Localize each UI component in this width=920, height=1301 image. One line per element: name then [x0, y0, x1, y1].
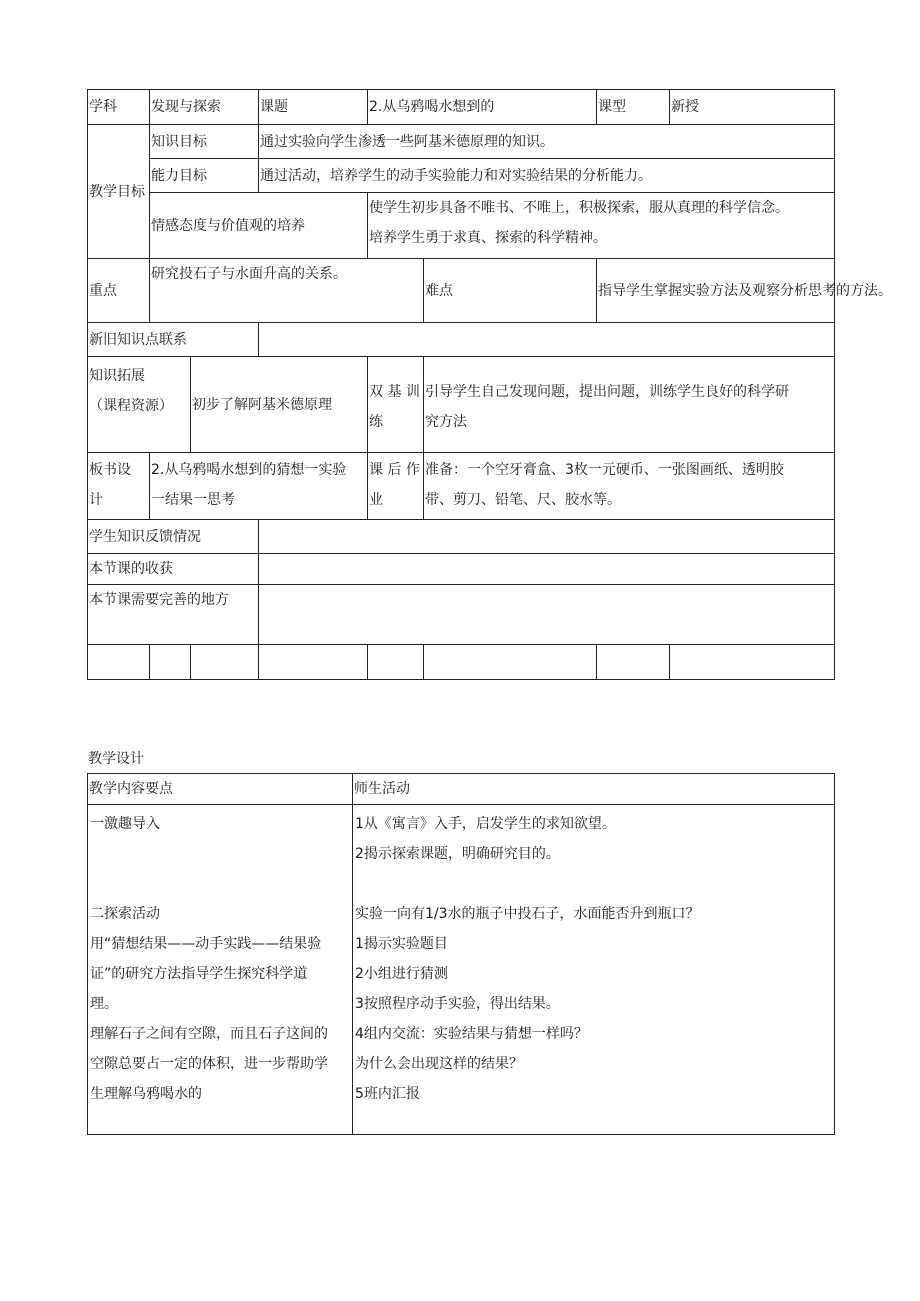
homework-line-1: 准备：一个空牙膏盒、3枚一元硬币、一张图画纸、透明胶: [425, 462, 784, 478]
content-column-header: 教学内容要点: [88, 774, 353, 805]
extension-label-line-1: 知识拓展: [89, 368, 145, 384]
method-line-1: 用“猜想结果——动手实践——结果验: [90, 936, 322, 952]
improve-label: 本节课需要完善的地方: [88, 585, 259, 645]
intro-section: 一激趣导入: [90, 816, 160, 832]
topic-label: 课题: [259, 90, 368, 125]
dual-label-line-1: 双 基 训: [369, 384, 420, 400]
activity-step: 1从《寓言》入手，启发学生的求知欲望。: [355, 816, 616, 832]
lesson-info-table: [87, 89, 893, 680]
board-design-value: [150, 453, 368, 520]
board-line-1: 2.从乌鸦喝水想到的猜想一实验: [151, 462, 347, 478]
understand-line-1: 理解石子之间有空隙，而且石子这间的: [90, 1026, 328, 1042]
goal-knowledge-label: 知识目标: [150, 125, 259, 159]
board-label-line-1: 板书设: [89, 462, 131, 478]
dual-line-1: 引导学生自己发现问题，提出问题，训练学生良好的科学研: [425, 384, 789, 400]
explore-section: 二探索活动: [90, 906, 160, 922]
subject-label: 学科: [88, 90, 150, 125]
harvest-label: 本节课的收获: [88, 554, 259, 585]
activity-column-header: 师生活动: [353, 774, 835, 805]
feedback-label: 学生知识反馈情况: [88, 520, 259, 554]
extension-label-line-2: （课程资源）: [89, 398, 173, 414]
blank-cell: [368, 645, 424, 680]
homework-label-line-2: 业: [369, 492, 383, 508]
board-label-line-2: 计: [89, 492, 103, 508]
method-line-2: 证”的研究方法指导学生探究科学道: [90, 966, 308, 982]
goals-label: 教学目标: [88, 125, 150, 259]
connection-label: 新旧知识点联系: [88, 323, 259, 357]
topic-value: 2.从乌鸦喝水想到的: [368, 90, 597, 125]
content-cell: [88, 805, 353, 1135]
extension-label: [88, 357, 191, 453]
experiment-step: 5班内汇报: [355, 1086, 420, 1102]
connection-value: [259, 323, 835, 357]
goal-ability-value: 通过活动，培养学生的动手实验能力和对实验结果的分析能力。: [259, 159, 835, 193]
type-value: 新授: [670, 90, 835, 125]
board-design-label: [88, 453, 150, 520]
homework-value: [424, 453, 835, 520]
understand-line-2: 空隙总要占一定的体积，进一步帮助学: [90, 1056, 328, 1072]
blank-cell: [191, 645, 259, 680]
blank-cell: [88, 645, 150, 680]
feedback-value: [259, 520, 835, 554]
experiment-step: 4组内交流：实验结果与猜想一样吗？: [355, 1026, 588, 1042]
method-line-3: 理。: [90, 996, 118, 1012]
teaching-design-table: [87, 773, 835, 1135]
improve-value: [259, 585, 835, 645]
experiment-title: 实验一向有1/3水的瓶子中投石子，水面能否升到瓶口？: [355, 906, 700, 922]
harvest-value: [259, 554, 835, 585]
blank-cell: [150, 645, 191, 680]
activity-cell: [353, 805, 835, 1135]
goal-knowledge-value: 通过实验向学生渗透一些阿基米德原理的知识。: [259, 125, 835, 159]
understand-line-3: 生理解乌鸦喝水的: [90, 1086, 202, 1102]
key-point-label: 重点: [88, 259, 150, 323]
activity-step: 2揭示探索课题，明确研究目的。: [355, 846, 560, 862]
goal-emotion-label: 情感态度与价值观的培养: [150, 193, 368, 259]
extension-value: 初步了解阿基米德原理: [191, 357, 368, 453]
blank-cell: [670, 645, 835, 680]
dual-training-value: [424, 357, 835, 453]
experiment-step: 为什么会出现这样的结果？: [355, 1056, 523, 1072]
goal-emotion-line-1: 使学生初步具备不唯书、不唯上，积极探索，服从真理的科学信念。: [369, 200, 789, 216]
homework-label-line-1: 课 后 作: [369, 462, 420, 478]
board-line-2: 一结果一思考: [151, 492, 235, 508]
difficulty-value: 指导学生掌握实验方法及观察分析思考的方法。: [597, 259, 835, 323]
experiment-step: 3按照程序动手实验，得出结果。: [355, 996, 560, 1012]
dual-label-line-2: 练: [369, 414, 383, 430]
goal-ability-label: 能力目标: [150, 159, 259, 193]
difficulty-label: 难点: [424, 259, 597, 323]
blank-cell: [424, 645, 597, 680]
design-title: 教学设计: [88, 751, 144, 767]
goal-emotion-value: [368, 193, 835, 259]
experiment-step: 1揭示实验题目: [355, 936, 448, 952]
dual-training-label: [368, 357, 424, 453]
subject-value: 发现与探索: [150, 90, 259, 125]
blank-cell: [259, 645, 368, 680]
dual-line-2: 究方法: [425, 414, 467, 430]
type-label: 课型: [597, 90, 670, 125]
key-point-value: 研究投石子与水面升高的关系。: [150, 259, 424, 323]
goal-emotion-line-2: 培养学生勇于求真、探索的科学精神。: [369, 230, 607, 246]
homework-label: [368, 453, 424, 520]
experiment-step: 2小组进行猜测: [355, 966, 448, 982]
homework-line-2: 带、剪刀、铅笔、尺、胶水等。: [425, 492, 621, 508]
blank-cell: [597, 645, 670, 680]
